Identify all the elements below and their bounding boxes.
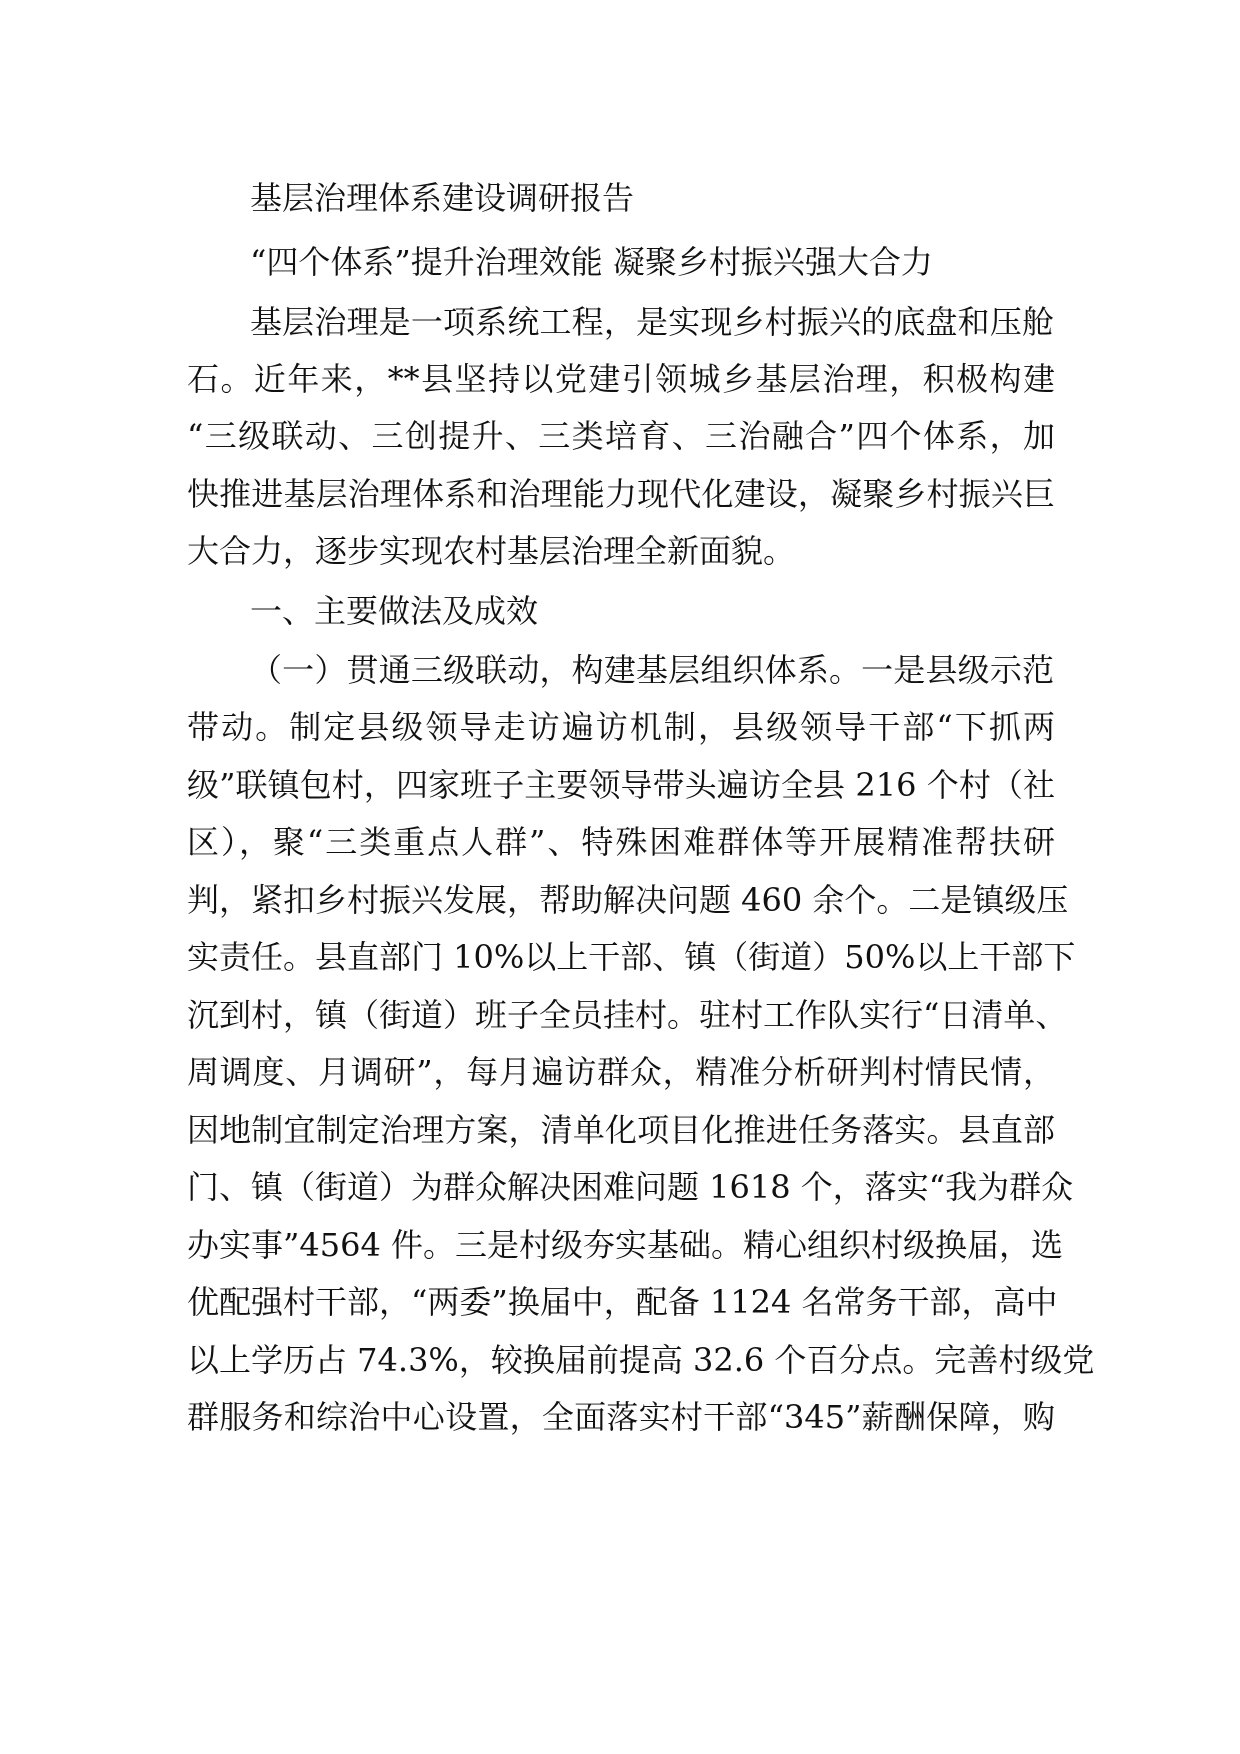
document-title: 基层治理体系建设调研报告 [250,179,635,217]
paragraph-line: 办实事”4564 件。三是村级夯实基础。精心组织村级换届，选 [187,1226,1063,1264]
paragraph-line: 判，紧扣乡村振兴发展，帮助解决问题 460 余个。二是镇级压 [187,881,1069,919]
paragraph-line: “三级联动、三创提升、三类培育、三治融合”四个体系，加 [187,417,1055,455]
paragraph-line: 因地制宜制定治理方案，清单化项目化推进任务落实。县直部 [187,1111,1055,1149]
paragraph-line: 带动。制定县级领导走访遍访机制，县级领导干部“下抓两 [187,708,1055,746]
document-subtitle: “四个体系”提升治理效能 凝聚乡村振兴强大合力 [250,243,933,281]
paragraph-line: 区），聚“三类重点人群”、特殊困难群体等开展精准帮扶研 [187,823,1055,861]
paragraph-line: 门、镇（街道）为群众解决困难问题 1618 个，落实“我为群众 [187,1168,1074,1206]
paragraph-line: 周调度、月调研”，每月遍访群众，精准分析研判村情民情， [187,1053,1055,1091]
paragraph-line: 沉到村，镇（街道）班子全员挂村。驻村工作队实行“日清单、 [187,996,1068,1034]
paragraph-line: 实责任。县直部门 10%以上干部、镇（街道）50%以上干部下 [187,938,1076,976]
paragraph-line: 级”联镇包村，四家班子主要领导带头遍访全县 216 个村（社 [187,766,1055,804]
paragraph-line: 基层治理是一项系统工程，是实现乡村振兴的底盘和压舱 [250,303,1054,341]
paragraph-line: 石。近年来，**县坚持以党建引领城乡基层治理，积极构建 [187,360,1055,398]
section-heading: 一、主要做法及成效 [250,592,539,630]
paragraph-line: （一）贯通三级联动，构建基层组织体系。一是县级示范 [250,651,1054,689]
paragraph-line: 优配强村干部，“两委”换届中，配备 1124 名常务干部，高中 [187,1283,1058,1321]
paragraph-line: 快推进基层治理体系和治理能力现代化建设，凝聚乡村振兴巨 [187,475,1055,513]
paragraph-line: 群服务和综治中心设置，全面落实村干部“345”薪酬保障，购 [187,1398,1055,1436]
paragraph-line: 以上学历占 74.3%，较换届前提高 32.6 个百分点。完善村级党 [187,1341,1095,1379]
paragraph-line: 大合力，逐步实现农村基层治理全新面貌。 [187,532,796,570]
